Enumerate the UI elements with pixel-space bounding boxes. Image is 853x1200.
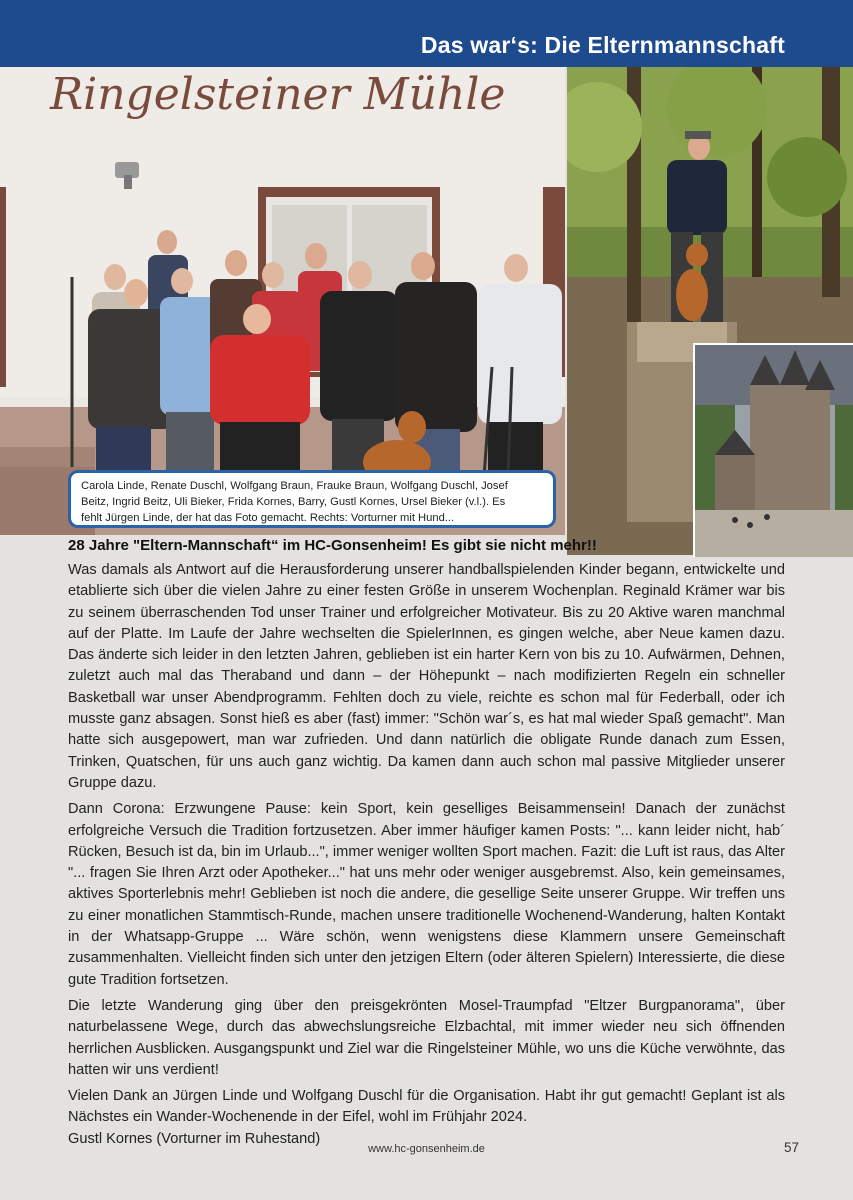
article-headline: 28 Jahre "Eltern-Mannschaft“ im HC-Gonsenheim! Es gibt sie nicht mehr!! bbox=[68, 537, 597, 554]
caption-line: Beitz, Ingrid Beitz, Uli Bieker, Frida Kornes, Barry, Gustl Kornes, Ursel Bieker (v.l.). Es bbox=[81, 496, 506, 508]
caption-line: fehlt Jürgen Linde, der hat das Foto gemacht. Rechts: Vorturner mit Hund... bbox=[81, 512, 455, 524]
article-signature: Gustl Kornes (Vorturner im Ruhestand) bbox=[68, 1130, 321, 1147]
article-paragraph: Vielen Dank an Jürgen Linde und Wolfgang Duschl für die Organisation. Habt ihr gut gemacht! Geplant ist als Nächstes ein Wander-Wochenende in der Eifel, wohl im Frühjahr 2024. bbox=[68, 1088, 785, 1126]
page-number: 57 bbox=[784, 1140, 800, 1155]
page-title: Das war‘s: Die Elternmannschaft bbox=[420, 32, 785, 58]
group-photo bbox=[0, 67, 565, 535]
castle-photo bbox=[693, 343, 853, 557]
article-paragraph: Dann Corona: Erzwungene Pause: kein Sport, kein geselliges Beisammensein! Danach der zunächst erfolgreiche Versuch die Tradition fortzusetzen. Aber immer häufiger kamen Posts: "... kann leider nicht, hab´ Rücken, Besuch ist da, bin im Urlaub...", immer weniger wollten Sport machen. Fazit: die Luft ist raus, das Alter "... fragen Sie Ihren Arzt oder Apotheker..." hat uns mehr oder weniger ausgebremst. Also, kein gemeinsames, aktives Sporterlebnis mehr! Geblieben ist noch die andere, die gesellige Seite unserer Gruppe. Wir treffen uns zu einer monatlichen Stammtisch-Runde, machen unsere traditionelle Wochenend-Wanderung, halten Kontakt in der Whatsapp-Gruppe ... Wäre schön, wenn wenigstens diese Klammern unsere Gemeinschaft zusammenhalten. Vielleicht finden sich unter den jetzigen Eltern (oder älteren Spielern) Interessierte, die diese gute Tradition fortsetzen. bbox=[68, 801, 785, 988]
article-paragraph: Die letzte Wanderung ging über den preisgekrönten Mosel-Traumpfad "Eltzer Burgpanorama", über naturbelassene Wege, durch das abwechslungsreiche Elzbachtal, mit immer wieder neu sich öffnenden herrlichen Ausblicken. Ausgangspunkt und Ziel war die Ringelsteiner Mühle, wo uns die Küche verwöhnte, das hatten wir uns verdient! bbox=[68, 997, 785, 1078]
article-body bbox=[68, 560, 785, 1150]
header-bar bbox=[0, 0, 853, 67]
caption-line: Carola Linde, Renate Duschl, Wolfgang Braun, Frauke Braun, Wolfgang Duschl, Josef bbox=[81, 480, 508, 492]
photo-caption bbox=[68, 470, 556, 528]
article-paragraph: Was damals als Antwort auf die Herausforderung unserer handballspielenden Kinder begann, entwickelte und etablierte sich über die vielen Jahre zu einer festen Größe in unserem Wochenplan. Reginald Krämer war bis zu seinem überraschenden Tod unser Trainer und erfolgreicher Motivateur. Bis zu 20 Aktive waren manchmal auf der Platte. Im Laufe der Jahre wechselten die SpielerInnen, es gingen welche, aber Neue kamen dazu. Das änderte sich leider in den letzten Jahren, geblieben ist ein harter Kern von bis zu 10. Aufwärmen, Dehnen, zuletzt auch mal das Theraband und dann – der Höhepunkt – nach modifizierten Regeln ein schneller Basketball war unser Abendprogramm. Fehlten doch zu viele, reichte es schon mal für Federball, oder ich musste ganz absagen. Sonst hieß es aber (fast) immer: "Schön war´s, es hat mal wieder Spaß gemacht". Man hatte sich ausgepowert, man war zufrieden. Und dann natürlich die obligate Runde danach zum Essen, Trinken, Quatschen, für uns auch ganz wichtig. Da kamen dann auch schon mal passive Mitglieder unserer Gruppe dazu. bbox=[68, 562, 785, 791]
sign-text: Ringelsteiner Mühle bbox=[50, 69, 506, 120]
footer-url: www.hc-gonsenheim.de bbox=[368, 1143, 485, 1155]
